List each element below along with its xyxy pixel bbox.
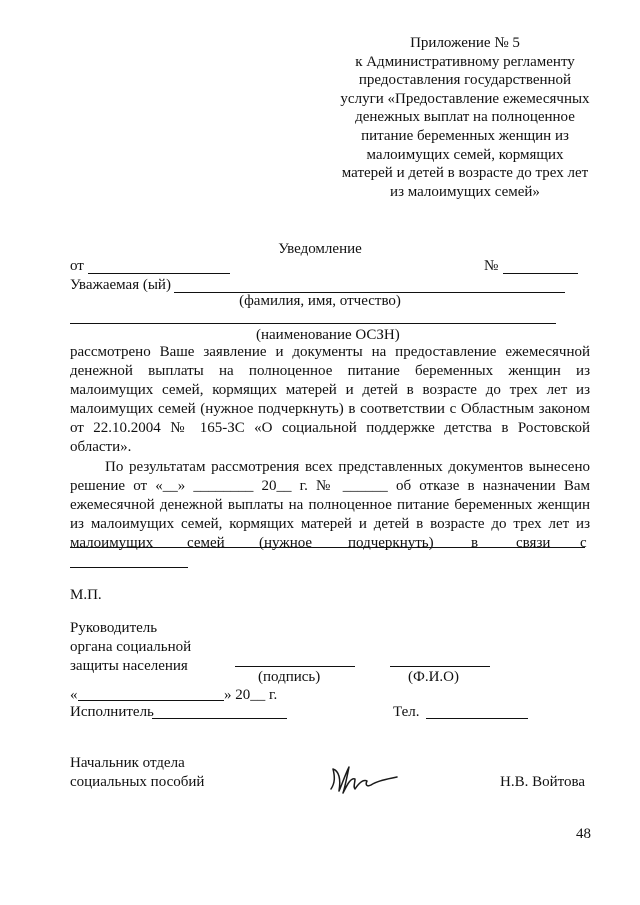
body-line: По результатам рассмотрения всех представленных документов вынесено <box>105 459 590 475</box>
appendix-line: денежных выплат на полноценное <box>355 109 575 126</box>
body-line: денежной выплаты на полноценное питание беременных женщин из <box>70 363 590 379</box>
appendix-line: из малоимущих семей» <box>390 183 540 200</box>
reason-word: малоимущих <box>70 535 154 551</box>
body-line: ежемесячной денежной выплаты на полноценное питание беременных женщин <box>70 497 590 513</box>
reason-word: (нужное <box>259 535 313 551</box>
chief-line: социальных пособий <box>70 774 205 790</box>
appendix-header <box>330 34 600 201</box>
fio-blank-line <box>390 666 490 667</box>
reason-word: связи <box>516 535 551 551</box>
body-line: из малоимущих семей, кормящих матерей и детей в возрасте до трех лет из <box>70 516 590 532</box>
appendix-line: Приложение № 5 <box>410 35 520 51</box>
page-number: 48 <box>576 826 591 842</box>
reason-blank-line-2 <box>70 567 188 568</box>
chief-line: Начальник отдела <box>70 755 185 771</box>
appendix-line: питание беременных женщин из <box>361 127 569 144</box>
handwritten-signature <box>325 757 405 797</box>
signature-blank-line <box>235 666 355 667</box>
fio-caption: (фамилия, имя, отчество) <box>239 293 401 309</box>
appendix-line: предоставления государственной <box>358 72 572 89</box>
from-label: от <box>70 258 84 274</box>
appendix-line: к Административному регламенту <box>355 53 575 70</box>
head-line: Руководитель <box>70 620 158 636</box>
body-line: малоимущих семей, кормящих матерей и детей в возрасте до трех лет из <box>70 382 590 398</box>
reason-word: в <box>471 535 479 551</box>
notice-title: Уведомление <box>278 241 362 257</box>
reason-word: с <box>580 535 587 551</box>
head-line: защиты населения <box>70 658 188 674</box>
stamp-label: М.П. <box>70 587 102 603</box>
reason-word: семей <box>187 535 225 551</box>
number-blank-line <box>503 273 578 274</box>
appendix-line: малоимущих семей, кормящих <box>366 146 564 163</box>
number-label: № <box>484 258 499 274</box>
executor-label: Исполнитель <box>70 704 154 720</box>
head-line: органа социальной <box>70 639 192 655</box>
body-line: от 22.10.2004 № 165-ЗС «О социальной поддержке детства в Ростовской <box>70 420 590 436</box>
oszn-blank-line <box>70 323 556 324</box>
body-line: области». <box>70 439 132 455</box>
date-open: « <box>70 687 78 703</box>
signature-caption: (подпись) <box>258 669 321 685</box>
phone-blank-line <box>426 718 528 719</box>
date-blank-line <box>78 700 224 701</box>
oszn-caption: (наименование ОСЗН) <box>256 327 400 343</box>
appendix-line: матерей и детей в возрасте до трех лет <box>341 165 589 182</box>
chief-name: Н.В. Войтова <box>500 774 586 790</box>
executor-blank-line <box>152 718 287 719</box>
fio-signature-caption: (Ф.И.О) <box>408 669 460 685</box>
body-line: рассмотрено Ваше заявление и документы на предоставление ежемесячной <box>70 344 590 360</box>
appendix-line: услуги «Предоставление ежемесячных <box>340 90 590 107</box>
phone-label: Тел. <box>393 704 420 720</box>
body-line: малоимущих семей (нужное подчеркнуть) в соответствии с Областным законом <box>70 401 590 417</box>
decision-line: решение от «__» ________ 20__ г. № ______ об отказе в назначении Вам <box>70 478 590 494</box>
salutation-label: Уважаемая (ый) <box>70 277 171 293</box>
date-close: » 20__ г. <box>224 687 278 703</box>
reason-blank-line <box>70 547 585 548</box>
from-blank-line <box>88 273 230 274</box>
reason-word: подчеркнуть) <box>348 535 434 551</box>
